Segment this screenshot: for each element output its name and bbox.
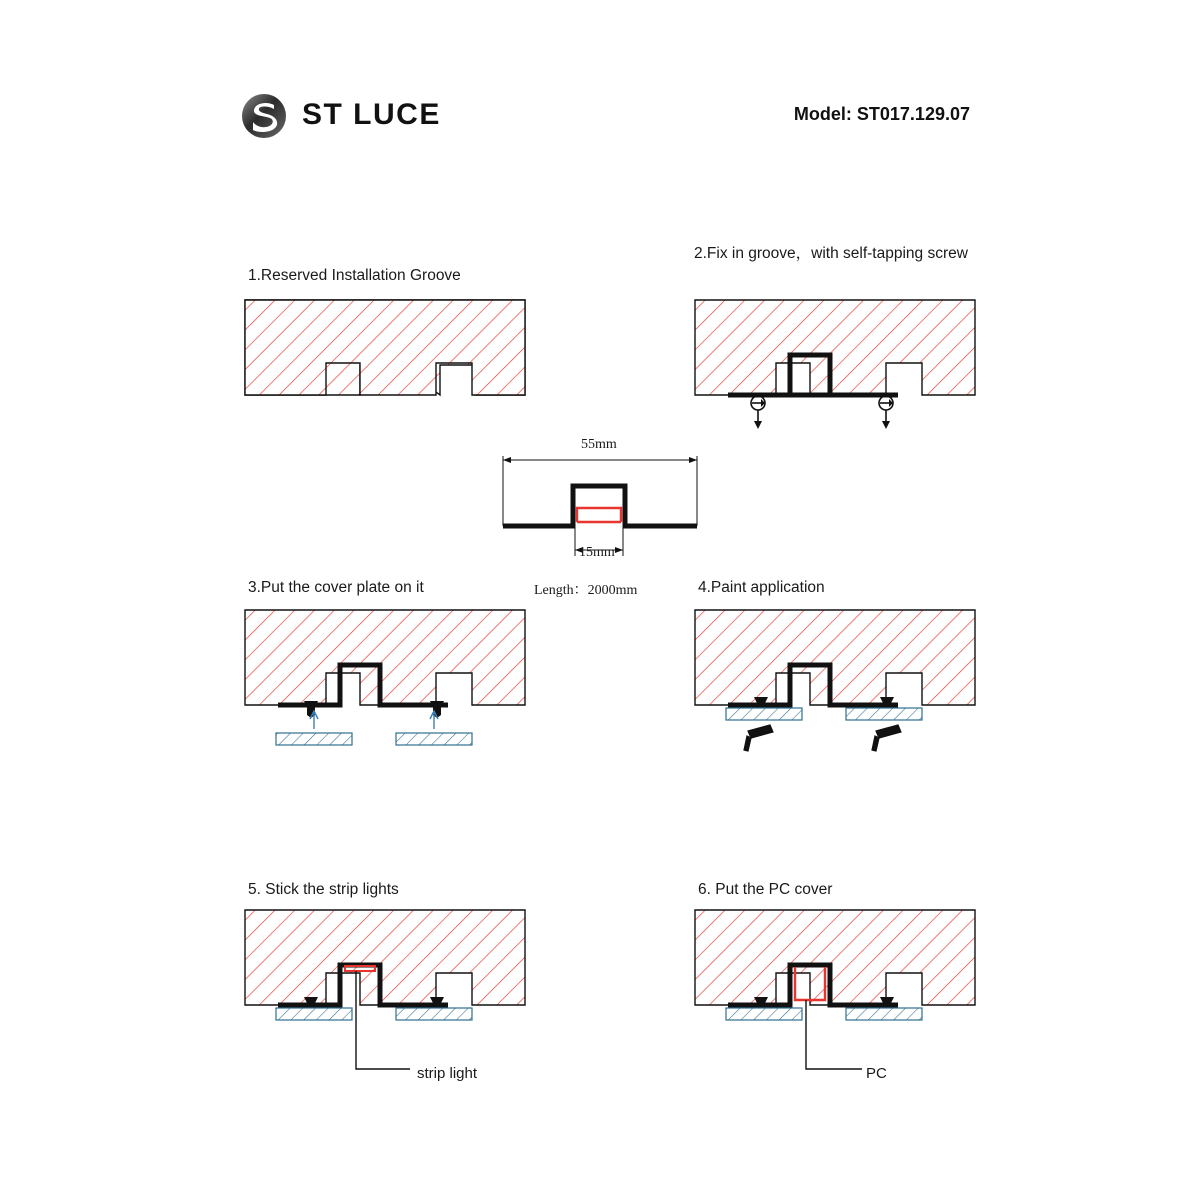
step-5-caption: 5. Stick the strip lights bbox=[248, 881, 399, 898]
width-dimension-label: 55mm bbox=[581, 437, 617, 452]
inner-dimension-label: 15mm bbox=[579, 545, 615, 560]
model-number: Model: ST017.129.07 bbox=[793, 104, 970, 124]
step-1-drawing bbox=[240, 295, 530, 420]
st-luce-logo-icon bbox=[240, 92, 288, 140]
step-2-drawing bbox=[690, 295, 980, 445]
step-6-drawing bbox=[690, 905, 980, 1090]
brand-name: ST LUCE bbox=[302, 97, 441, 131]
step-2-caption: 2.Fix in groove，with self-tapping screw bbox=[694, 245, 968, 262]
step-4-drawing bbox=[690, 605, 980, 755]
length-label: Length：2000mm bbox=[534, 583, 638, 598]
step-1-caption: 1.Reserved Installation Groove bbox=[248, 267, 461, 284]
pc-annotation: PC bbox=[866, 1065, 887, 1082]
brand-logo bbox=[240, 92, 441, 140]
step-6-caption: 6. Put the PC cover bbox=[698, 881, 833, 898]
step-3-caption: 3.Put the cover plate on it bbox=[248, 579, 424, 596]
step-4-caption: 4.Paint application bbox=[698, 579, 825, 596]
step-5-drawing bbox=[240, 905, 530, 1090]
page-header bbox=[240, 92, 970, 152]
step-3-drawing bbox=[240, 605, 530, 755]
strip-light-annotation: strip light bbox=[417, 1065, 478, 1082]
